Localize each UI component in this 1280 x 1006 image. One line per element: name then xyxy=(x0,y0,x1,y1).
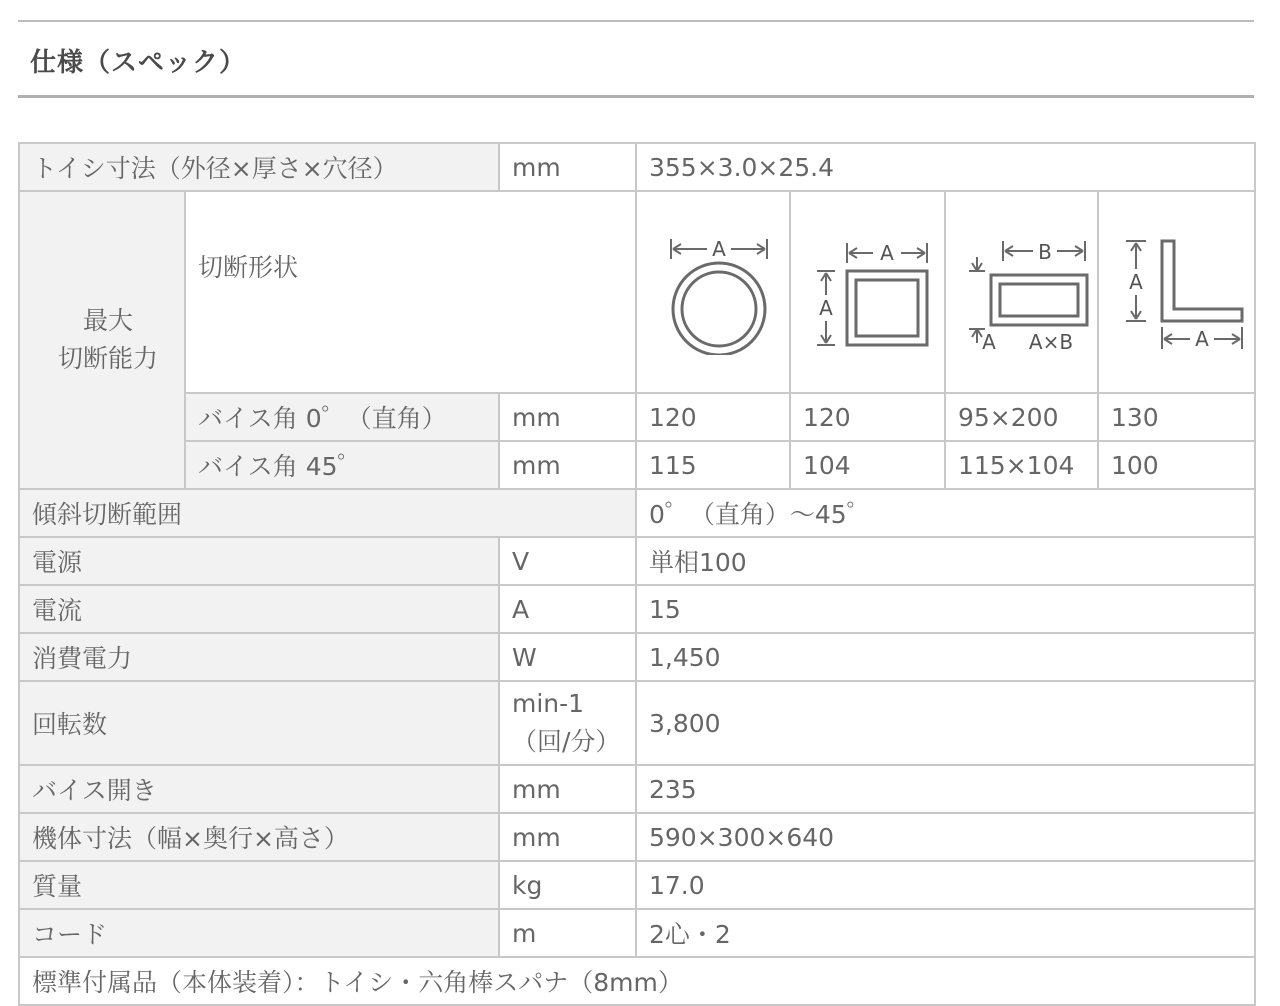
row-current xyxy=(19,585,1255,633)
angle0-rect-value: 95×200 xyxy=(945,393,1098,441)
cut-shape-label: 切断形状 xyxy=(185,191,636,393)
row-rpm xyxy=(19,681,1255,765)
bevel-label: 傾斜切断範囲 xyxy=(19,489,636,537)
shape-angle-cell xyxy=(1098,191,1255,393)
angle0-angle-value: 130 xyxy=(1098,393,1255,441)
vise-label: バイス開き xyxy=(19,765,499,813)
shape-rect-cell xyxy=(945,191,1098,393)
angle45-rect-value: 115×104 xyxy=(945,441,1098,489)
vise-value: 235 xyxy=(636,765,1255,813)
rpm-label: 回転数 xyxy=(19,681,499,765)
row-toishi xyxy=(19,143,1255,191)
angle0-label: バイス角 0゜（直角） xyxy=(185,393,499,441)
angle45-unit: mm xyxy=(499,441,636,489)
spec-table xyxy=(18,142,1256,1006)
consumption-label: 消費電力 xyxy=(19,633,499,681)
row-cut-shape xyxy=(19,191,1255,393)
vise-unit: mm xyxy=(499,765,636,813)
row-accessories xyxy=(19,957,1255,1005)
body-size-unit: mm xyxy=(499,813,636,861)
current-value: 15 xyxy=(636,585,1255,633)
shape-dim-label: A×B xyxy=(1028,330,1073,354)
consumption-unit: W xyxy=(499,633,636,681)
angle45-angle-value: 100 xyxy=(1098,441,1255,489)
angle0-square-value: 120 xyxy=(790,393,945,441)
consumption-value: 1,450 xyxy=(636,633,1255,681)
angle45-label: バイス角 45゜ xyxy=(185,441,499,489)
row-consumption xyxy=(19,633,1255,681)
square-pipe-icon xyxy=(809,229,939,355)
max-cut-label xyxy=(19,191,185,489)
page-title: 仕様（スペック） xyxy=(30,48,247,78)
cord-unit: m xyxy=(499,909,636,957)
shape-dim-label: A xyxy=(981,330,996,354)
power-value: 単相100 xyxy=(636,537,1255,585)
row-cord xyxy=(19,909,1255,957)
mass-value: 17.0 xyxy=(636,861,1255,909)
shape-dim-label: A xyxy=(1194,327,1209,351)
cord-value: 2心・2 xyxy=(636,909,1255,957)
power-label: 電源 xyxy=(19,537,499,585)
rpm-unit-line2: （回/分） xyxy=(512,727,621,756)
shape-round-cell xyxy=(636,191,790,393)
bevel-value: 0゜（直角）～45゜ xyxy=(636,489,1255,537)
row-angle0 xyxy=(19,393,1255,441)
current-label: 電流 xyxy=(19,585,499,633)
mass-unit: kg xyxy=(499,861,636,909)
shape-dim-label: A xyxy=(712,237,726,261)
cord-label: コード xyxy=(19,909,499,957)
row-mass xyxy=(19,861,1255,909)
shape-dim-label: A xyxy=(818,296,833,320)
shape-dim-label: B xyxy=(1037,240,1052,264)
toishi-value: 355×3.0×25.4 xyxy=(636,143,1255,191)
row-angle45 xyxy=(19,441,1255,489)
shape-square-cell xyxy=(790,191,945,393)
rect-pipe-icon xyxy=(963,229,1093,355)
toishi-unit: mm xyxy=(499,143,636,191)
max-cut-label-line1: 最大 xyxy=(82,306,133,335)
row-vise xyxy=(19,765,1255,813)
shape-dim-label: A xyxy=(879,241,894,265)
angle0-round-value: 120 xyxy=(636,393,790,441)
title-underline xyxy=(18,95,1254,98)
round-pipe-icon xyxy=(659,229,779,355)
body-size-label: 機体寸法（幅×奥行×高さ） xyxy=(19,813,499,861)
angle-steel-icon xyxy=(1118,229,1248,355)
row-power xyxy=(19,537,1255,585)
max-cut-label-line2: 切断能力 xyxy=(57,344,158,373)
angle45-square-value: 104 xyxy=(790,441,945,489)
rpm-unit xyxy=(499,681,636,765)
angle45-round-value: 115 xyxy=(636,441,790,489)
rpm-unit-line1: min-1 xyxy=(512,689,585,718)
row-bevel xyxy=(19,489,1255,537)
rpm-value: 3,800 xyxy=(636,681,1255,765)
accessories-text: 標準付属品（本体装着）：トイシ・六角棒スパナ（8mm） xyxy=(19,957,1255,1005)
mass-label: 質量 xyxy=(19,861,499,909)
row-body-size xyxy=(19,813,1255,861)
angle0-unit: mm xyxy=(499,393,636,441)
current-unit: A xyxy=(499,585,636,633)
shape-dim-label: A xyxy=(1128,270,1143,294)
toishi-label: トイシ寸法（外径×厚さ×穴径） xyxy=(19,143,499,191)
top-rule xyxy=(18,20,1254,22)
power-unit: V xyxy=(499,537,636,585)
body-size-value: 590×300×640 xyxy=(636,813,1255,861)
